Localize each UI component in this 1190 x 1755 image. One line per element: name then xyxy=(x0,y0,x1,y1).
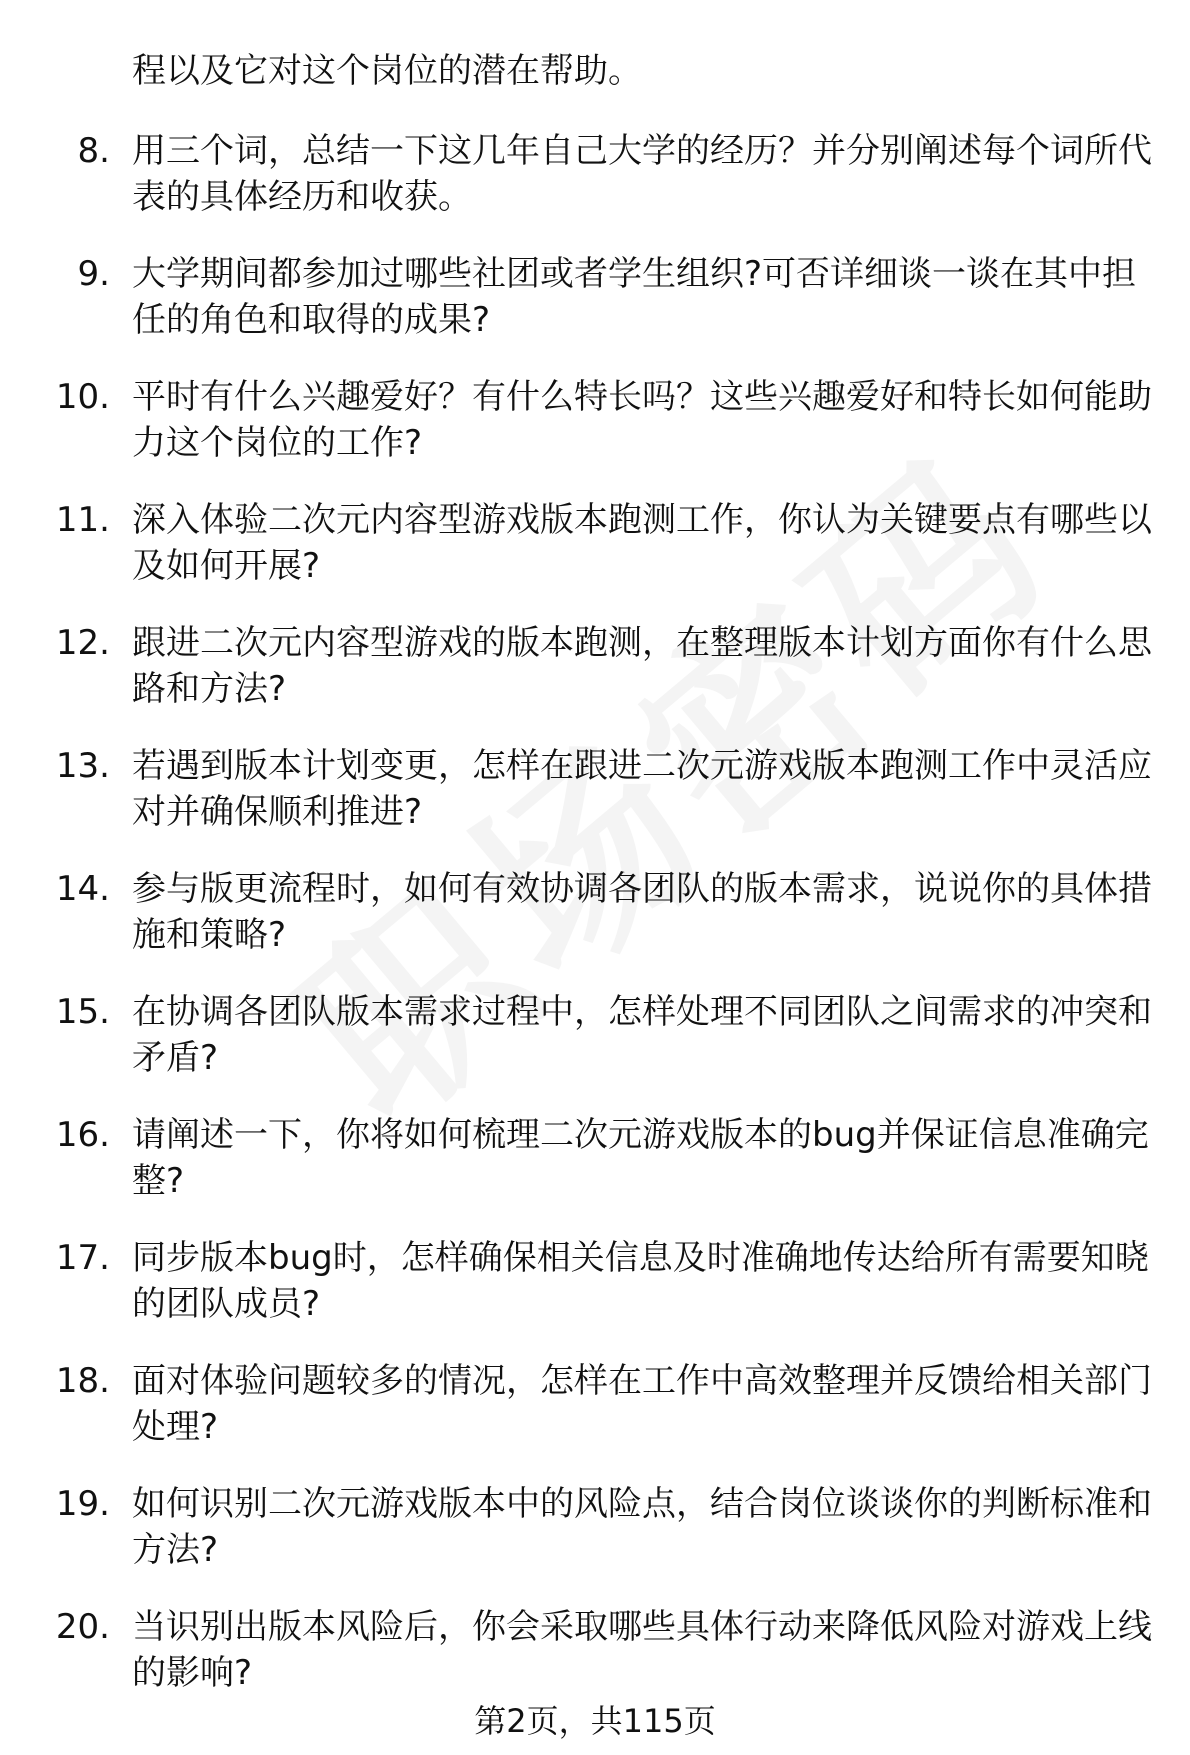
question-text: 跟进二次元内容型游戏的版本跑测，在整理版本计划方面你有什么思路和方法? xyxy=(132,623,1152,709)
question-item xyxy=(0,989,1190,1112)
question-number: 9. xyxy=(77,254,110,294)
question-text: 如何识别二次元游戏版本中的风险点，结合岗位谈谈你的判断标准和方法? xyxy=(132,1484,1152,1570)
question-text: 深入体验二次元内容型游戏版本跑测工作，你认为关键要点有哪些以及如何开展? xyxy=(132,500,1152,586)
question-item xyxy=(0,743,1190,866)
question-number: 13. xyxy=(55,746,110,786)
continuation-text: 程以及它对这个岗位的潜在帮助。 xyxy=(132,51,642,91)
question-text: 同步版本bug时，怎样确保相关信息及时准确地传达给所有需要知晓的团队成员? xyxy=(132,1238,1149,1324)
question-number: 17. xyxy=(55,1238,110,1278)
question-item xyxy=(0,620,1190,743)
question-number: 10. xyxy=(55,377,110,417)
question-text: 平时有什么兴趣爱好？有什么特长吗？这些兴趣爱好和特长如何能助力这个岗位的工作? xyxy=(132,377,1152,463)
question-item xyxy=(0,1235,1190,1358)
question-number: 18. xyxy=(55,1361,110,1401)
question-item xyxy=(0,1112,1190,1235)
question-item xyxy=(0,251,1190,374)
question-text: 若遇到版本计划变更，怎样在跟进二次元游戏版本跑测工作中灵活应对并确保顺利推进? xyxy=(132,746,1152,832)
question-number: 20. xyxy=(55,1607,110,1647)
question-number: 8. xyxy=(77,131,110,171)
question-item xyxy=(0,497,1190,620)
question-text: 面对体验问题较多的情况，怎样在工作中高效整理并反馈给相关部门处理? xyxy=(132,1361,1152,1447)
question-number: 11. xyxy=(55,500,110,540)
question-text: 用三个词，总结一下这几年自己大学的经历？并分别阐述每个词所代表的具体经历和收获。 xyxy=(132,131,1152,217)
page-footer: 第2页，共115页 xyxy=(474,1702,716,1740)
question-number: 16. xyxy=(55,1115,110,1155)
question-item xyxy=(0,128,1190,251)
question-item xyxy=(0,866,1190,989)
question-text: 请阐述一下，你将如何梳理二次元游戏版本的bug并保证信息准确完整? xyxy=(132,1115,1149,1201)
question-text: 大学期间都参加过哪些社团或者学生组织?可否详细谈一谈在其中担任的角色和取得的成果? xyxy=(132,254,1137,340)
question-number: 15. xyxy=(55,992,110,1032)
question-list xyxy=(0,128,1190,1727)
question-item xyxy=(0,374,1190,497)
question-number: 19. xyxy=(55,1484,110,1524)
question-number: 12. xyxy=(55,623,110,663)
question-item xyxy=(0,1358,1190,1481)
question-text: 在协调各团队版本需求过程中，怎样处理不同团队之间需求的冲突和矛盾? xyxy=(132,992,1152,1078)
question-text: 参与版更流程时，如何有效协调各团队的版本需求，说说你的具体措施和策略? xyxy=(132,869,1152,955)
question-number: 14. xyxy=(55,869,110,909)
question-text: 当识别出版本风险后，你会采取哪些具体行动来降低风险对游戏上线的影响? xyxy=(132,1607,1152,1693)
question-item xyxy=(0,1481,1190,1604)
